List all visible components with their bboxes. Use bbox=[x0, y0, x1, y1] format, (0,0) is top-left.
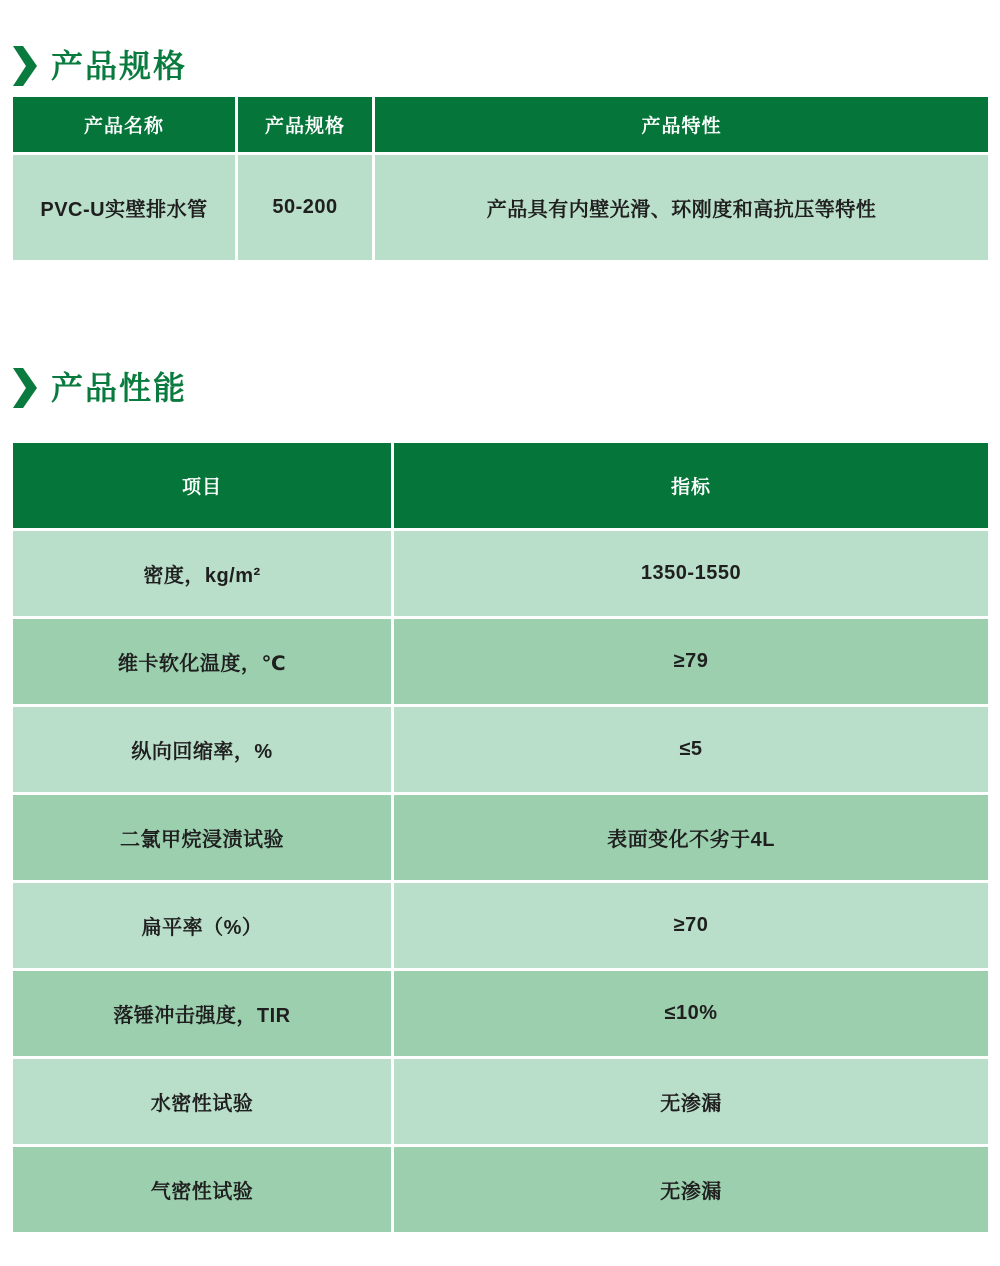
column-header-index: 指标 bbox=[394, 443, 988, 528]
perf-value-cell: 表面变化不劣于4L bbox=[394, 795, 988, 880]
perf-value-cell: 1350-1550 bbox=[394, 531, 988, 616]
section-title-text: 产品性能 bbox=[51, 370, 188, 406]
perf-value-cell: ≥70 bbox=[394, 883, 988, 968]
column-header-item: 项目 bbox=[13, 443, 391, 528]
perf-item-cell: 密度，kg/m² bbox=[13, 531, 391, 616]
perf-value-cell: ≥79 bbox=[394, 619, 988, 704]
product-name-cell: PVC-U实壁排水管 bbox=[13, 155, 235, 260]
section-title-text: 产品规格 bbox=[51, 48, 188, 84]
perf-item-cell: 水密性试验 bbox=[13, 1059, 391, 1144]
perf-value-cell: 无渗漏 bbox=[394, 1059, 988, 1144]
perf-value-cell: 无渗漏 bbox=[394, 1147, 988, 1232]
product-spec-cell: 50-200 bbox=[238, 155, 372, 260]
perf-item-cell: 气密性试验 bbox=[13, 1147, 391, 1232]
perf-value-cell: ≤5 bbox=[394, 707, 988, 792]
product-performance-table bbox=[13, 443, 988, 1232]
column-header-product-features: 产品特性 bbox=[375, 97, 988, 152]
product-spec-table bbox=[13, 97, 988, 260]
perf-item-cell: 维卡软化温度，℃ bbox=[13, 619, 391, 704]
perf-item-cell: 二氯甲烷浸渍试验 bbox=[13, 795, 391, 880]
spec-section-title bbox=[13, 46, 187, 86]
perf-item-cell: 纵向回缩率，% bbox=[13, 707, 391, 792]
chevron-right-icon bbox=[13, 368, 37, 408]
chevron-right-icon bbox=[13, 46, 37, 86]
perf-item-cell: 扁平率（%） bbox=[13, 883, 391, 968]
product-features-cell: 产品具有内壁光滑、环刚度和高抗压等特性 bbox=[375, 155, 988, 260]
column-header-product-name: 产品名称 bbox=[13, 97, 235, 152]
column-header-product-spec: 产品规格 bbox=[238, 97, 372, 152]
perf-item-cell: 落锤冲击强度，TIR bbox=[13, 971, 391, 1056]
perf-value-cell: ≤10% bbox=[394, 971, 988, 1056]
performance-section-title bbox=[13, 368, 187, 408]
